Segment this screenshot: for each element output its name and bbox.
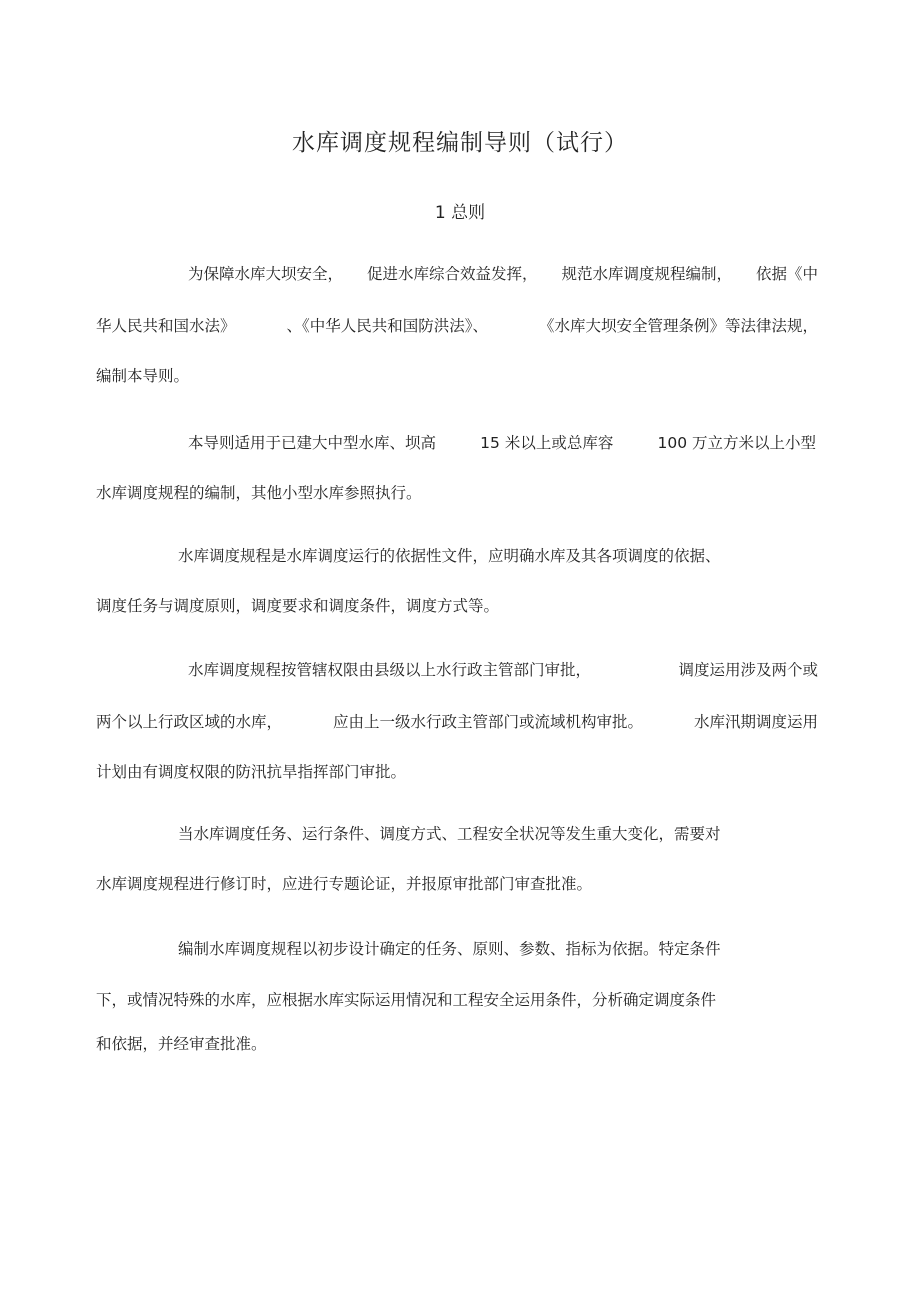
text-segment: 编制本导则。 — [96, 367, 190, 385]
text-segment: 调度运用涉及两个或 — [678, 661, 818, 679]
text-segment: 计划由有调度权限的防汛抗旱指挥部门审批。 — [96, 763, 407, 781]
text-segment: 水库调度规程进行修订时，应进行专题论证，并报原审批部门审查批准。 — [96, 875, 593, 893]
paragraph-6-line-2 — [96, 988, 716, 1010]
section-heading: 1 总则 — [434, 203, 486, 223]
text-segment: 为保障水库大坝安全， — [188, 265, 344, 283]
paragraph-6-line-3 — [96, 1032, 267, 1054]
text-segment: 华人民共和国水法》 — [96, 317, 236, 335]
text-segment: 促进水库综合效益发挥， — [366, 265, 538, 283]
text-segment: 、《中华人民共和国防洪法》、 — [286, 317, 488, 335]
text-segment: 调度任务与调度原则，调度要求和调度条件，调度方式等。 — [96, 597, 500, 615]
paragraph-5-line-1 — [178, 822, 721, 844]
text-segment: 两个以上行政区域的水库， — [96, 713, 283, 731]
text-segment: 水库汛期调度运用 — [693, 713, 818, 731]
text-segment: 应由上一级水行政主管部门或流域机构审批。 — [332, 713, 643, 731]
paragraph-3-line-2 — [96, 594, 499, 616]
paragraph-5-line-2 — [96, 872, 592, 894]
paragraph-2-line-1 — [188, 431, 816, 453]
text-segment: 15 米以上或总库容 — [480, 434, 614, 452]
text-segment: 100 万立方米以上小型 — [657, 434, 816, 452]
paragraph-4-line-2 — [96, 710, 818, 732]
text-segment: 依据《中 — [755, 265, 818, 283]
text-segment: 下，或情况特殊的水库，应根据水库实际运用情况和工程安全运用条件，分析确定调度条件 — [96, 991, 717, 1009]
text-segment: 当水库调度任务、运行条件、调度方式、工程安全状况等发生重大变化，需要对 — [178, 825, 721, 843]
paragraph-3-line-1 — [178, 544, 721, 566]
paragraph-6-line-1 — [178, 937, 721, 959]
text-segment: 水库调度规程的编制，其他小型水库参照执行。 — [96, 484, 422, 502]
text-segment: 《水库大坝安全管理条例》等法律法规， — [538, 317, 818, 335]
text-segment: 和依据，并经审查批准。 — [96, 1035, 267, 1053]
paragraph-4-line-1 — [188, 658, 818, 680]
paragraph-1-line-2 — [96, 314, 818, 336]
document-title: 水库调度规程编制导则（试行） — [292, 130, 628, 156]
text-segment: 编制水库调度规程以初步设计确定的任务、原则、参数、指标为依据。特定条件 — [178, 940, 721, 958]
text-segment: 水库调度规程是水库调度运行的依据性文件，应明确水库及其各项调度的依据、 — [178, 547, 721, 565]
paragraph-1-line-1 — [188, 262, 818, 284]
text-segment: 本导则适用于已建大中型水库、坝高 — [188, 434, 437, 452]
text-segment: 水库调度规程按管辖权限由县级以上水行政主管部门审批， — [188, 661, 592, 679]
text-segment: 规范水库调度规程编制， — [561, 265, 732, 283]
paragraph-2-line-2 — [96, 481, 422, 503]
paragraph-1-line-3 — [96, 364, 189, 386]
paragraph-4-line-3 — [96, 760, 406, 782]
